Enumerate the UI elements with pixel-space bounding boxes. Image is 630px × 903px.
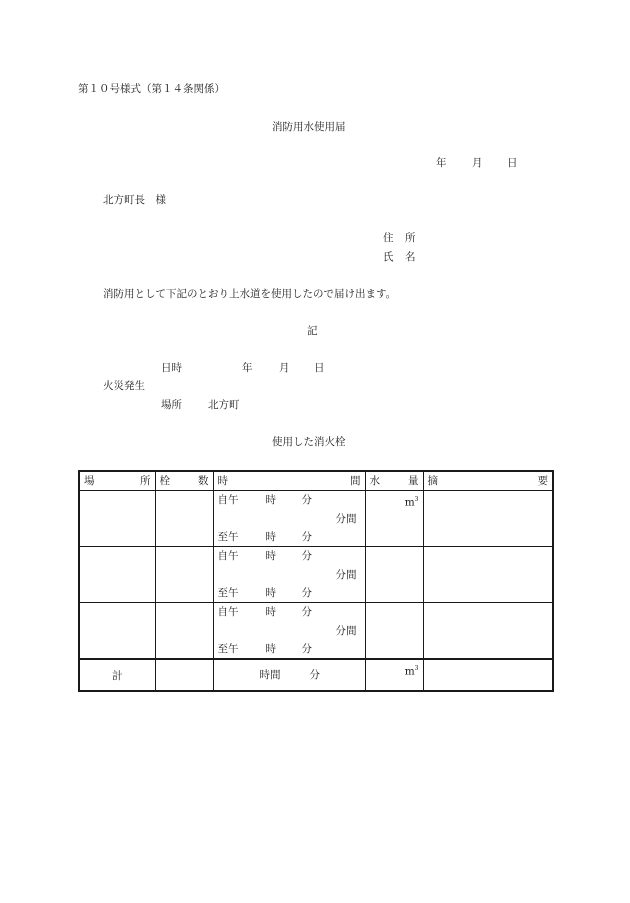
total-hydrant-count-cell[interactable] xyxy=(155,659,213,691)
fire-label: 火災発生 xyxy=(103,380,145,392)
addressee: 北方町長 様 xyxy=(103,194,166,206)
header-water-volume: 水 量 xyxy=(365,471,423,491)
water-volume-cell[interactable] xyxy=(365,547,423,603)
hydrant-usage-table xyxy=(78,470,554,692)
place-cell[interactable] xyxy=(79,491,155,547)
fire-month: 月 xyxy=(279,362,290,374)
name-label-1: 氏 xyxy=(383,251,394,263)
date-day: 日 xyxy=(507,157,518,169)
form-number: 第１０号様式（第１４条関係） xyxy=(78,83,225,95)
total-row xyxy=(79,659,553,691)
table-row xyxy=(79,603,553,660)
fire-datetime-label: 日時 xyxy=(161,362,182,374)
total-water-volume-cell[interactable] xyxy=(365,659,423,691)
fire-place-value: 北方町 xyxy=(208,399,240,411)
header-hydrant-count: 栓 数 xyxy=(155,471,213,491)
ki-heading: 記 xyxy=(307,325,318,337)
header-time: 時 間 xyxy=(213,471,365,491)
address-label-1: 住 xyxy=(383,232,394,244)
date-month: 月 xyxy=(472,157,483,169)
hydrant-count-cell[interactable] xyxy=(155,603,213,660)
place-cell[interactable] xyxy=(79,603,155,660)
total-label: 計 xyxy=(79,659,155,691)
statement: 消防用として下記のとおり上水道を使用したので届け出ます。 xyxy=(103,288,397,300)
water-volume-cell[interactable] xyxy=(365,491,423,547)
date-year: 年 xyxy=(436,157,447,169)
remarks-cell[interactable] xyxy=(423,547,553,603)
fire-place-label: 場所 xyxy=(161,399,182,411)
table-row xyxy=(79,491,553,547)
document-title: 消防用水使用届 xyxy=(272,121,346,133)
address-label-2: 所 xyxy=(405,232,416,244)
place-cell[interactable] xyxy=(79,547,155,603)
time-cell[interactable]: 自午 時 分 分間 至午 時 分 xyxy=(213,491,365,547)
table-title: 使用した消火栓 xyxy=(272,436,346,448)
table-header-row xyxy=(79,471,553,491)
hydrant-count-cell[interactable] xyxy=(155,491,213,547)
water-volume-cell[interactable] xyxy=(365,603,423,660)
remarks-cell[interactable] xyxy=(423,603,553,660)
unit-m3: $m^3$ xyxy=(404,665,419,678)
total-time-cell[interactable]: 時間 分 xyxy=(213,659,365,691)
unit-m3: $m^3$ xyxy=(404,496,419,509)
header-remarks: 摘 要 xyxy=(423,471,553,491)
remarks-cell[interactable] xyxy=(423,491,553,547)
total-remarks-cell[interactable] xyxy=(423,659,553,691)
name-label-2: 名 xyxy=(405,251,416,263)
fire-year: 年 xyxy=(242,362,253,374)
time-cell[interactable]: 自午 時 分 分間 至午 時 分 xyxy=(213,547,365,603)
hydrant-count-cell[interactable] xyxy=(155,547,213,603)
header-place: 場 所 xyxy=(79,471,155,491)
time-cell[interactable]: 自午 時 分 分間 至午 時 分 xyxy=(213,603,365,660)
fire-day: 日 xyxy=(314,362,325,374)
table-row xyxy=(79,547,553,603)
